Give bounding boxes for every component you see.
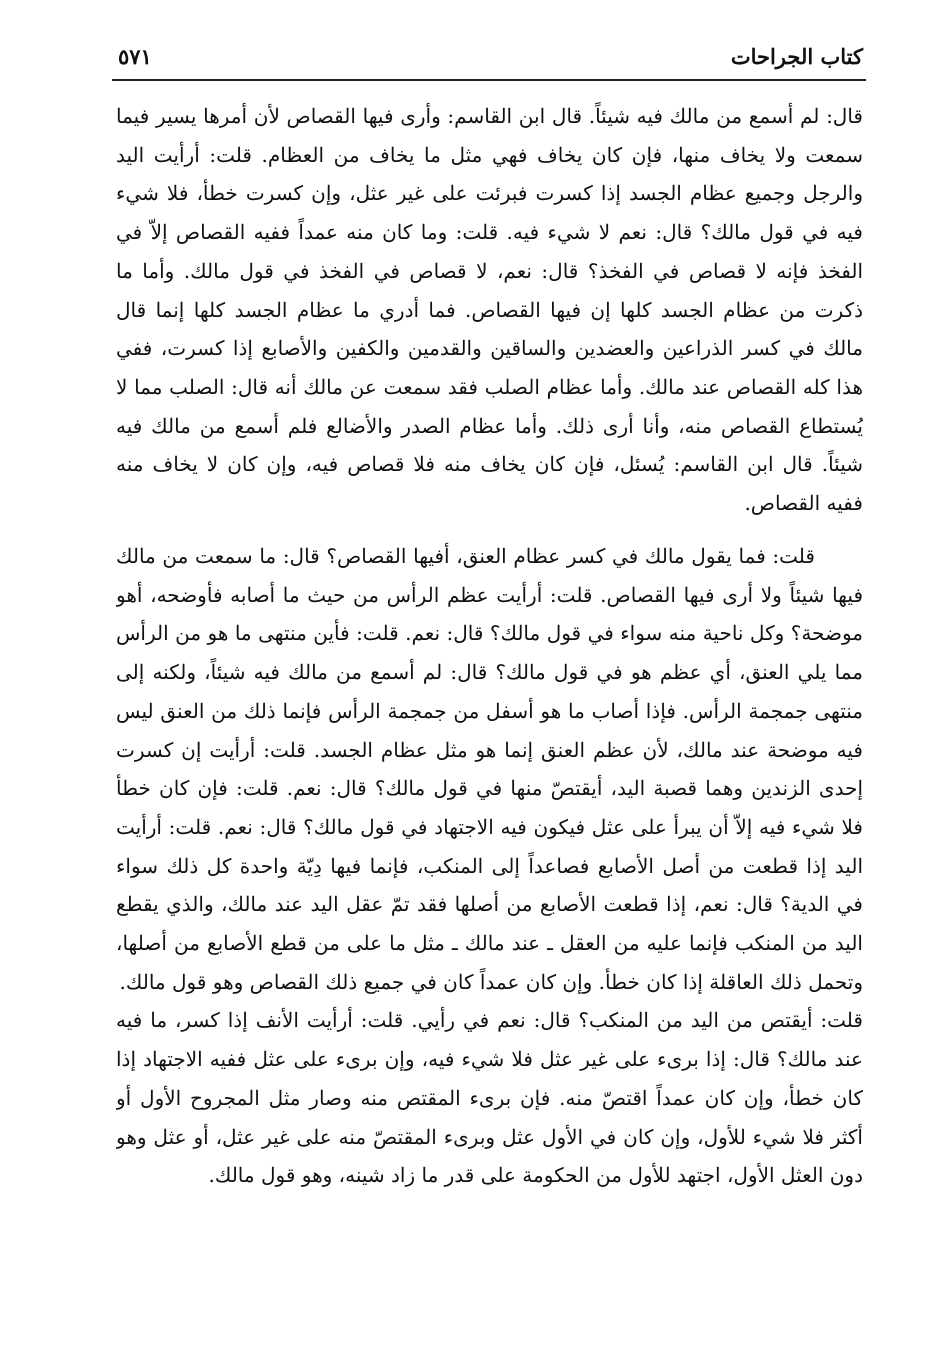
page-number: ٥٧١ <box>118 44 152 69</box>
paragraph-1: قال: لم أسمع من مالك فيه شيئاً. قال ابن القاسم: وأرى فيها القصاص لأن أمرها يسير فيما سمعت ولا يخاف منها، فإن كان يخاف فهي مثل ما يخاف من العظام. قلت: أرأيت اليد والرجل وجميع عظام الجسد إذا كسرت فبرئت على غير عثل، وإن كسرت خطأ، فلا شيء فيه في قول مالك؟ قال: نعم لا شيء فيه. قلت: وما كان منه عمداً ففيه القصاص إلاّ في الفخذ فإنه لا قصاص في الفخذ؟ قال: نعم، لا قصاص في الفخذ في قول مالك. وأما ما ذكرت من عظام الجسد كلها إن فيها القصاص. فما أدري ما عظام الجسد كلها إنما قال مالك في كسر الذراعين والعضدين والساقين والقدمين والكفين والأصابع إذا كسرت، ففي هذا كله القصاص عند مالك. وأما عظام الصلب فقد سمعت عن مالك أنه قال: الصلب مما لا يُستطاع القصاص منه، وأنا أرى ذلك. وأما عظام الصدر والأضالع فلم أسمع من مالك فيه شيئاً. قال ابن القاسم: يُسئل، فإن كان يخاف منه فلا قصاص فيه، وإن كان لا يخاف منه ففيه القصاص. <box>116 104 863 516</box>
header-rule <box>112 79 866 81</box>
text-block-1 <box>116 97 863 523</box>
paragraph-2: قلت: فما يقول مالك في كسر عظام العنق، أفيها القصاص؟ قال: ما سمعت من مالك فيها شيئاً ولا أرى فيها القصاص. قلت: أرأيت عظم الرأس من حيث ما أصابه فأوضحه، أهو موضحة؟ وكل ناحية منه سواء في قول مالك؟ قال: نعم. قلت: فأين منتهى ما هو من الرأس مما يلي العنق، أي عظم هو في قول مالك؟ قال: لم أسمع من مالك فيه شيئاً، ولكنه إلى منتهى جمجمة الرأس. فإذا أصاب ما هو أسفل من جمجمة الرأس فإنما ذلك من العنق ليس فيه موضحة عند مالك، لأن عظم العنق إنما هو مثل عظام الجسد. قلت: أرأيت إن كسرت إحدى الزندين وهما قصبة اليد، أيقتصّ منها في قول مالك؟ قال: نعم. قلت: فإن كان خطأ فلا شيء فيه إلاّ أن يبرأ على عثل فيكون فيه الاجتهاد في قول مالك؟ قال: نعم. قلت: أرأيت اليد إذا قطعت من أصل الأصابع فصاعداً إلى المنكب، فإنما فيها دِيّة واحدة كل ذلك سواء في الدية؟ قال: نعم، إذا قطعت الأصابع من أصلها فقد تمّ عقل اليد عند مالك، والذي يقطع اليد من المنكب فإنما عليه من العقل ـ عند مالك ـ مثل ما على من قطع الأصابع من أصلها، وتحمل ذلك العاقلة إذا كان خطأ. وإن كان عمداً كان في جميع ذلك القصاص وهو قول مالك. <box>116 544 863 994</box>
page-header <box>118 40 863 76</box>
running-title: كتاب الجراحات <box>730 44 863 69</box>
paragraph-3: قلت: أيقتص من اليد من المنكب؟ قال: نعم في رأيي. قلت: أرأيت الأنف إذا كسر، ما فيه عند مالك؟ قال: إذا برىء على غير عثل فلا شيء فيه، وإن برىء على عثل ففيه الاجتهاد إذا كان خطأ، وإن كان عمداً اقتصّ منه. فإن برىء المقتص منه وصار مثل المجروح الأول أو أكثر فلا شيء للأول، وإن كان في الأول عثل وبرىء المقتصّ منه على غير عثل، أو عثل وهو دون العثل الأول، اجتهد للأول من الحكومة على قدر ما زاد شينه، وهو قول مالك. <box>116 1008 863 1188</box>
text-block-2 <box>116 537 863 1195</box>
